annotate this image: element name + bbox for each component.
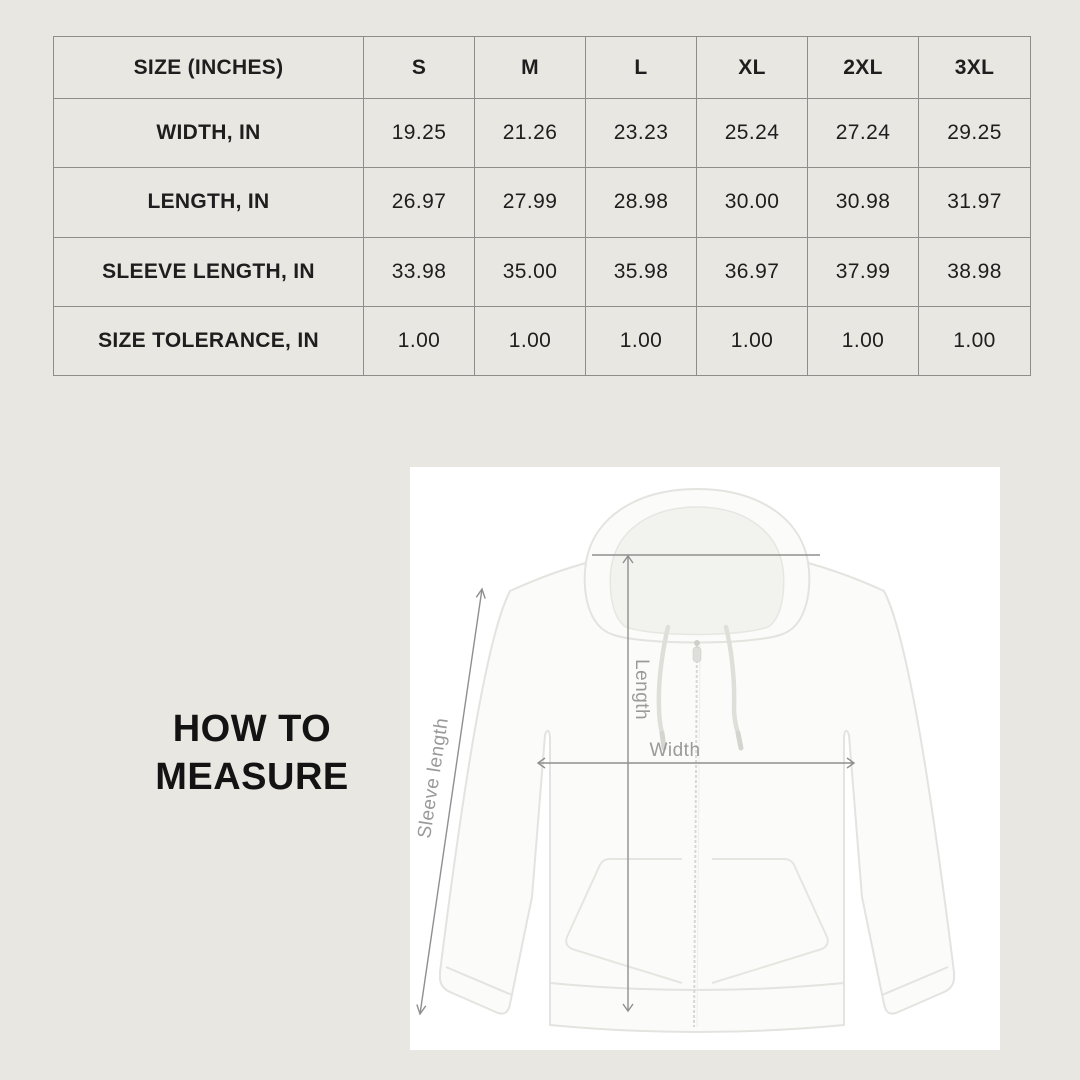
sleeve-length-label: Sleeve length: [414, 716, 453, 840]
size-value-cell: 23.23: [586, 99, 697, 168]
size-chart-table: [53, 36, 1031, 376]
size-value-cell: 26.97: [364, 168, 475, 237]
heading-line-2: MEASURE: [155, 756, 349, 798]
size-value-cell: 1.00: [697, 306, 808, 375]
table-row-length: [54, 168, 1031, 237]
size-value-cell: 30.00: [697, 168, 808, 237]
size-value-cell: 28.98: [586, 168, 697, 237]
heading-line-1: HOW TO: [172, 708, 332, 750]
hoodie-illustration: [410, 467, 1000, 1050]
size-value-cell: 37.99: [808, 237, 919, 306]
size-value-cell: 1.00: [919, 306, 1031, 375]
row-label-sleeve-length: SLEEVE LENGTH, IN: [54, 237, 364, 306]
column-header-3xl: 3XL: [919, 37, 1031, 99]
width-label: Width: [649, 740, 701, 761]
how-to-measure-heading: [92, 705, 412, 801]
size-value-cell: 19.25: [364, 99, 475, 168]
size-value-cell: 29.25: [919, 99, 1031, 168]
size-value-cell: 36.97: [697, 237, 808, 306]
row-label-length: LENGTH, IN: [54, 168, 364, 237]
column-header-2xl: 2XL: [808, 37, 919, 99]
size-value-cell: 21.26: [475, 99, 586, 168]
size-value-cell: 1.00: [586, 306, 697, 375]
column-header-xl: XL: [697, 37, 808, 99]
size-value-cell: 1.00: [475, 306, 586, 375]
size-value-cell: 31.97: [919, 168, 1031, 237]
table-row-sleeve-length: [54, 237, 1031, 306]
size-value-cell: 1.00: [364, 306, 475, 375]
hoodie-hood: [585, 489, 810, 643]
column-header-m: M: [475, 37, 586, 99]
table-header-row: [54, 37, 1031, 99]
table-row-width: [54, 99, 1031, 168]
hoodie-diagram-panel: [410, 467, 1000, 1050]
size-value-cell: 27.99: [475, 168, 586, 237]
size-value-cell: 1.00: [808, 306, 919, 375]
column-header-l: L: [586, 37, 697, 99]
column-header-size: SIZE (INCHES): [54, 37, 364, 99]
size-value-cell: 30.98: [808, 168, 919, 237]
size-value-cell: 33.98: [364, 237, 475, 306]
row-label-size-tolerance: SIZE TOLERANCE, IN: [54, 306, 364, 375]
size-value-cell: 27.24: [808, 99, 919, 168]
length-label: Length: [631, 659, 652, 721]
row-label-width: WIDTH, IN: [54, 99, 364, 168]
size-value-cell: 38.98: [919, 237, 1031, 306]
size-value-cell: 35.00: [475, 237, 586, 306]
size-value-cell: 25.24: [697, 99, 808, 168]
column-header-s: S: [364, 37, 475, 99]
size-value-cell: 35.98: [586, 237, 697, 306]
table-row-size-tolerance: [54, 306, 1031, 375]
